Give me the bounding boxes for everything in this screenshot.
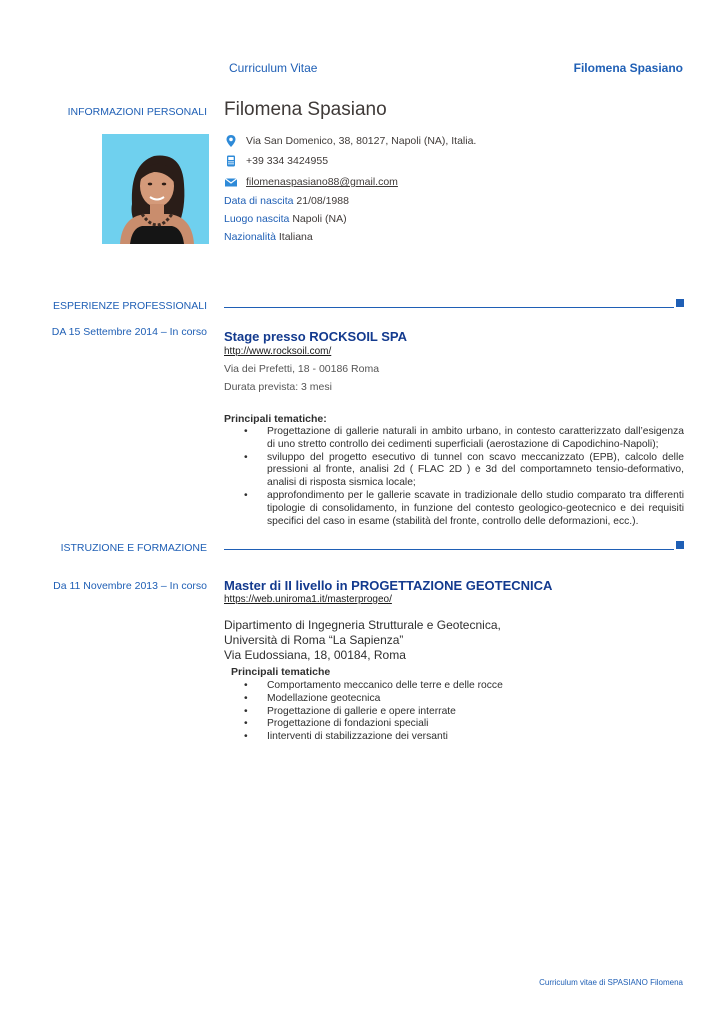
divider-square-icon xyxy=(676,541,684,549)
phone-row xyxy=(224,154,328,168)
section-label-personal: INFORMAZIONI PERSONALI xyxy=(67,106,207,118)
email-link[interactable]: filomenaspasiano88@gmail.com xyxy=(246,176,398,188)
experience-date: DA 15 Settembre 2014 – In corso xyxy=(51,326,207,338)
birth-date-row xyxy=(224,195,349,207)
portrait-illustration xyxy=(102,134,209,244)
education-dept: Dipartimento di Ingegneria Strutturale e Geotecnica, xyxy=(224,618,501,632)
envelope-icon xyxy=(224,175,238,189)
birth-place-label: Luogo nascita xyxy=(224,213,290,225)
page-footer: Curriculum vitae di SPASIANO Filomena xyxy=(539,978,683,987)
experience-duration: Durata prevista: 3 mesi xyxy=(224,381,332,393)
section-label-education: ISTRUZIONE E FORMAZIONE xyxy=(60,542,207,554)
experience-title: Stage presso ROCKSOIL SPA xyxy=(224,329,408,344)
list-item: • Progettazione di fondazioni speciali xyxy=(244,718,684,731)
education-university: Università di Roma “La Sapienza” xyxy=(224,633,404,647)
experience-link[interactable]: http://www.rocksoil.com/ xyxy=(224,346,332,357)
list-item: • Iinterventi di stabilizzazione dei versanti xyxy=(244,731,684,744)
birth-date-value: 21/08/1988 xyxy=(296,195,349,207)
education-title: Master di II livello in PROGETTAZIONE GEOTECNICA xyxy=(224,578,553,593)
list-item: • Progettazione di gallerie e opere interrate xyxy=(244,706,684,719)
experience-address: Via dei Prefetti, 18 - 00186 Roma xyxy=(224,363,380,375)
nationality-label: Nazionalità xyxy=(224,231,276,243)
birth-date-label: Data di nascita xyxy=(224,195,294,207)
location-pin-icon xyxy=(224,134,238,148)
education-address: Via Eudossiana, 18, 00184, Roma xyxy=(224,648,406,662)
list-item: • Progettazione di gallerie naturali in ambito urbano, in contesto caratterizzato dall’esigenza di uno stretto controllo dei cedimenti superficiali (aerostazione di Capodichino-Napoli); xyxy=(244,426,684,452)
education-date: Da 11 Novembre 2013 – In corso xyxy=(53,580,207,592)
birth-place-value: Napoli (NA) xyxy=(292,213,347,225)
list-item: • approfondimento per le gallerie scavate in tradizionale dello studio comparato tra differenti tipologie di consolidamento, in funzione del contesto geologico-geotecnico e dei requisiti specifici del caso in esame (stabilità del fronte, controllo delle deformazioni, ecc.). xyxy=(244,490,684,528)
email-row xyxy=(224,175,398,189)
profile-photo xyxy=(102,134,209,244)
nationality-row xyxy=(224,231,313,243)
phone-icon xyxy=(224,154,238,168)
person-name: Filomena Spasiano xyxy=(224,99,387,120)
list-item: • sviluppo del progetto esecutivo di tunnel con scavo meccanizzato (EPB), calcolo delle pressioni al fronte, analisi 2d ( FLAC 2D ) e 3d del comportamneto tensio-deformativo, analisi di risposta sismica locale; xyxy=(244,452,684,490)
experience-topics-list xyxy=(244,426,684,528)
education-link[interactable]: https://web.uniroma1.it/masterprogeo/ xyxy=(224,594,392,605)
address-row xyxy=(224,134,476,148)
section-divider xyxy=(224,549,674,550)
section-divider xyxy=(224,307,674,308)
section-label-experience: ESPERIENZE PROFESSIONALI xyxy=(52,300,207,312)
header-left: Curriculum Vitae xyxy=(229,61,318,75)
divider-square-icon xyxy=(676,299,684,307)
list-item: • Modellazione geotecnica xyxy=(244,693,684,706)
address-text: Via San Domenico, 38, 80127, Napoli (NA), Italia. xyxy=(246,135,477,147)
experience-topics-heading: Principali tematiche: xyxy=(224,413,327,425)
header-right: Filomena Spasiano xyxy=(573,61,683,75)
education-topics-heading: Principali tematiche xyxy=(231,666,331,678)
list-item: • Comportamento meccanico delle terre e delle rocce xyxy=(244,680,684,693)
education-topics-list xyxy=(244,680,684,744)
nationality-value: Italiana xyxy=(278,231,313,243)
birth-place-row xyxy=(224,213,347,225)
phone-text: +39 334 3424955 xyxy=(246,155,329,167)
